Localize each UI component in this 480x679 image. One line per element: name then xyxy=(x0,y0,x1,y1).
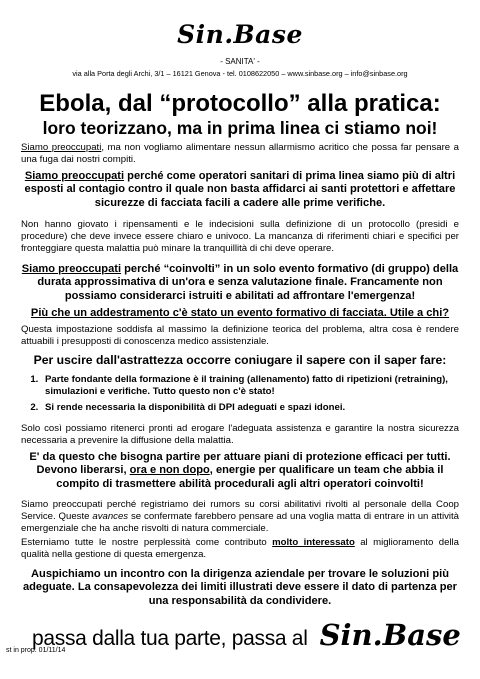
paragraph-10 xyxy=(21,499,459,536)
paragraph-3: Non hanno giovato i ripensamenti e le indecisioni sulla definizione di un protocollo (presidi e procedure) che deve invece essere chiaro e univoco. La mancanza di riferimenti chiari e specifici per fronteggiare questa malattia può minare la tranquillità di chi deve operare. xyxy=(21,219,459,255)
paragraph-11-text-a: Esterniamo tutte le nostre perplessità come contributo xyxy=(21,537,273,548)
paragraph-11 xyxy=(21,537,459,561)
paragraph-6: Questa impostazione soddisfa al massimo la definizione teorica del problema, altra cosa è rendere attuabili i presupposti di conoscenza medico assistenziale. xyxy=(21,324,459,348)
paragraph-9-text-b: , energie per qualificare un team che abbia il compito di trasmettere abilità procedurali agli altri operatori coinvolti! xyxy=(56,464,444,490)
paragraph-2-text: perché come operatori sanitari di prima linea siamo più di altri esposti al contagio contro il quale non basta affidarci ai santi protettori e affettare sicurezze di facciata facili a cadere alle prime verifiche. xyxy=(24,170,456,209)
paragraph-7: Per uscire dall'astrattezza occorre coniugare il sapere con il saper fare: xyxy=(33,353,447,367)
title-line-1: Ebola, dal “protocollo” alla pratica: xyxy=(39,90,441,117)
print-stamp: st in prop. 01/11/14 xyxy=(6,647,66,654)
paragraph-11-text-b: al miglioramento della qualità nella gestione di questa emergenza. xyxy=(21,537,459,561)
title-line-2: loro teorizzano, ma in prima linea ci stiamo noi! xyxy=(42,118,438,138)
paragraph-12: Auspichiamo un incontro con la dirigenza aziendale per trovare le soluzioni più adeguate. La consapevolezza dei limiti illustrati deve essere il dato di partenza per una responsabilità da condividere. xyxy=(22,568,458,607)
paragraph-9-text-a: E' da questo che bisogna partire per attuare piani di protezione efficaci per tutti. Devono liberarsi, xyxy=(29,451,451,477)
paragraph-2 xyxy=(21,170,459,210)
paragraph-4 xyxy=(21,263,459,303)
paragraph-10-italic: avances xyxy=(92,511,129,523)
paragraph-1-lead: Siamo preoccupati xyxy=(21,142,102,153)
requirements-list xyxy=(21,374,459,417)
paragraph-1-text: , ma non vogliamo alimentare nessun allarmismo acritico che possa far pensare a una fuga dai nostri compiti. xyxy=(21,142,459,166)
footer-slogan xyxy=(32,618,461,652)
sinbase-logo: Sin.Base xyxy=(177,20,303,49)
header-address: via alla Porta degli Archi, 3/1 – 16121 Genova - tel. 0108622050 – www.sinbase.org – info@sinbase.org xyxy=(72,69,408,78)
paragraph-9-emphasis: ora e non dopo xyxy=(129,464,210,477)
paragraph-4-lead: Siamo preoccupati xyxy=(21,263,122,275)
paragraph-11-emphasis: molto interessato xyxy=(272,537,355,548)
footer-logo: Sin.Base xyxy=(319,618,461,652)
paragraph-1 xyxy=(21,142,459,166)
paragraph-9 xyxy=(21,451,459,491)
paragraph-8: Solo così possiamo ritenerci pronti ad erogare l'adeguata assistenza e garantire la nostra sicurezza necessaria a prevenire la diffusione della malattia. xyxy=(21,423,459,447)
header-subtitle: - SANITA' - xyxy=(220,57,260,66)
paragraph-4-text: perché “coinvolti” in un solo evento formativo (di gruppo) della durata approssimativa di un'ora e senza valutazione finale. Francamente non possiamo considerarci istruiti e abilitati ad affrontare l'emergenza! xyxy=(37,263,459,302)
paragraph-10-text-b: se confermate farebbero pensare ad una voglia matta di entrare in un attività emergenziale che ha anche risvolti di natura commerciale. xyxy=(21,511,460,535)
paragraph-5: Più che un addestramento c'è stato un evento formativo di facciata. Utile a chi? xyxy=(30,307,450,319)
footer-text: passa dalla tua parte, passa al xyxy=(32,627,308,650)
paragraph-10-text-a: Siamo preoccupati perché registriamo dei rumors su corsi abilitativi rivolti al personale della Coop Service. Queste xyxy=(21,499,459,523)
list-item: 1. Parte fondante della formazione è il training (allenamento) fatto di ripetizioni (retraining), simulazioni e verifiche. Tutto questo non c'è stato! xyxy=(41,374,459,399)
list-item: 2. Si rende necessaria la disponibilità di DPI adeguati e spazi idonei. xyxy=(41,402,459,414)
paragraph-2-lead: Siamo preoccupati xyxy=(24,170,125,182)
